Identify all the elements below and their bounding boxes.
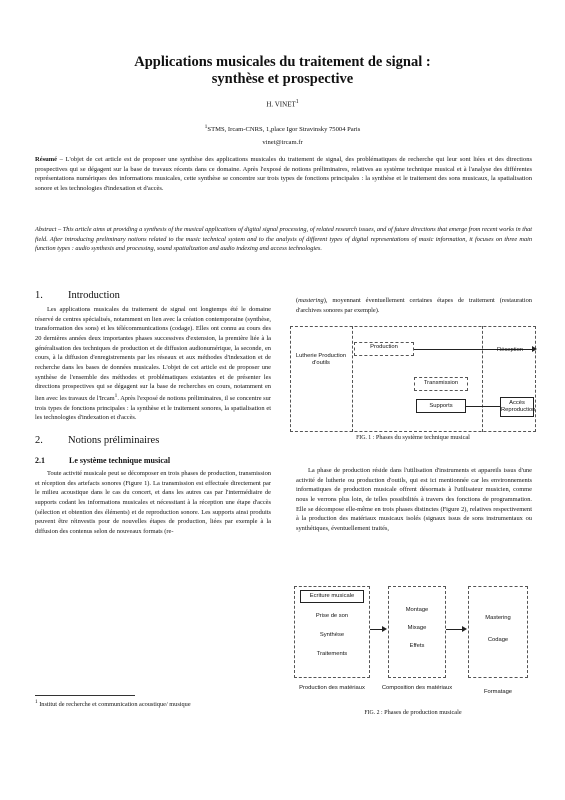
footnote-sup: 1 (35, 699, 38, 705)
resume-text: – L'objet de cet article est de proposer une synthèse des applications musicales du traitement de signal, des problématiques de recherche qui leur sont liées et des directions prospectives qui se dégagent sur la base de travaux récents dans ce domaine. Après l'exposé de notions préliminaires, relatives au système technique musical et à l'analyse des différentes représentations numériques des informations musicales, cette synthèse se concentre sur trois types de fonctions principales : la synthèse et le traitement des sons musicaux, la spatialisation sonore et les technologies d'indexation et d'accès. (35, 156, 532, 193)
abstract (35, 225, 532, 254)
section-2-1-num: 2.1 (35, 456, 45, 465)
fig2-label-2: Composition des matériaux (381, 685, 453, 691)
title-line-2: synthèse et prospective (211, 71, 354, 87)
fig1-caption-prefix: FIG. 1 : (356, 435, 375, 441)
section-2-1-heading (35, 456, 271, 465)
fig2-label-3: Formatage (483, 689, 513, 695)
figure-1 (288, 325, 538, 445)
fig2-arrow2-line (446, 629, 463, 630)
footnote-text: Institut de recherche et communication acoustique/ musique (37, 701, 191, 709)
author (0, 99, 565, 108)
affiliation-text: STMS, Ircam-CNRS, 1,place Igor Stravinsky 75004 Paris (207, 126, 361, 134)
intro-sup: 1 (114, 392, 118, 399)
paper-title (0, 54, 565, 88)
affiliation-sup: 1 (204, 124, 208, 130)
footnote (35, 698, 271, 709)
fig1-reception: Réception (496, 347, 524, 353)
title-line-1: Applications musicales du traitement de signal : (134, 54, 431, 70)
fig2-montage: Montage (405, 607, 429, 613)
intro-text-2: . Après l'exposé de notions préliminaires, il se concentre sur trois types de fonctions principales : la synthèse et le traitement sonores, la spatialisation et les technologies d'indexation et d'accès. (35, 395, 271, 422)
footnote-divider (35, 695, 135, 696)
fig2-label-1: Production des matériaux (299, 685, 365, 691)
section-2-heading (35, 435, 271, 446)
mastering-em: mastering (298, 297, 324, 304)
left-column (35, 290, 271, 537)
fig1-supports: Supports (416, 399, 466, 413)
fig2-codage: Codage (487, 637, 509, 643)
fig2-arrow1-head (382, 626, 387, 632)
resume (35, 155, 532, 194)
figure-2 (292, 585, 534, 720)
fig2-prise: Prise de son (315, 613, 349, 619)
fig1-lutherie: Lutherie Production d'outils (295, 353, 347, 366)
affiliation (0, 124, 565, 133)
abstract-text: – This article aims at providing a synthesis of the musical applications of digital signal processing, of related research issues, and of future directions that emerge from recent works in that field. After introducing preliminary notions related to the music technical system and to the analysis of different types of digital representations of music information, it focuses on three main function types : audio synthesis and processing, sound spatialization and audio indexing and access technologies. (35, 226, 532, 252)
fig1-transmission: Transmission (423, 380, 459, 386)
section-1-title: Introduction (68, 290, 120, 301)
right-column-paragraph: La phase de production réside dans l'utilisation d'instruments et appareils issus d'une activité de lutherie ou production d'outils, qui est ici mentionnée car les environnements informatiques de production musicale offrent désormais à l'utilisateur musicien, comme nous le verrons plus loin, de telles possibilités à travers des fonctions de programmation. Elle se décompose elle-même en trois phases distinctes (Figure 2), relatives respectivement à la production des matériaux musicaux isolés (signaux issus de sons instrumentaux ou synthétiques, éventuellement traités, (296, 467, 532, 532)
fig2-synthese: Synthèse (319, 632, 345, 638)
fig2-caption-text: Phases de production musicale (382, 709, 462, 716)
fig2-arrow2-head (462, 626, 467, 632)
s21-paragraph: Toute activité musicale peut se décomposer en trois phases de production, transmission et réception des artefacts sonores (Figure 1). La transmission est effectuée directement par le milieu acoustique dans le cas du concert, et dans les autres cas par l'intermédiaire de supports codant les informations musicales et nécessitant à la réception une étape d'accès (sélection et obtention des éléments) et de reproduction sonore. Les supports ainsi produits peuvent être réinvestis pour de nouvelles étapes de production, liées par exemple à la diffusion des contenus selon de nouveaux formats (re- (35, 470, 271, 535)
fig2-mixage: Mixage (407, 625, 427, 631)
fig1-divider-1 (352, 326, 353, 432)
resume-label: Résumé (35, 156, 58, 163)
author-name: H. VINET (266, 100, 296, 109)
fig1-caption (288, 434, 538, 441)
fig2-mastering: Mastering (485, 615, 511, 621)
author-sup: 1 (295, 99, 299, 105)
fig2-traitements: Traitements (316, 651, 348, 657)
fig1-production: Production (370, 344, 398, 350)
col2-top-text: ), moyennant éventuellement certaines étapes de traitement (restauration d'archives sonores par exemple). (296, 297, 532, 314)
fig1-acces: Accès Reproduction (500, 397, 534, 417)
fig2-caption-prefix: FIG. 2 : (364, 710, 383, 716)
right-column-top: (mastering), moyennant éventuellement certaines étapes de traitement (restauration d'archives sonores par exemple). (296, 297, 532, 314)
fig2-ecriture: Ecriture musicale (300, 590, 364, 603)
fig2-caption (292, 709, 534, 716)
fig1-caption-text: Phases du système technique musical (374, 434, 470, 441)
fig2-col2-frame (388, 586, 446, 678)
abstract-label: Abstract (35, 226, 57, 233)
fig1-production-frame (354, 342, 414, 356)
fig1-divider-2 (482, 326, 483, 432)
email: vinet@ircam.fr (262, 139, 303, 146)
fig2-col3-frame (468, 586, 528, 678)
intro-text: Les applications musicales du traitement de signal ont longtemps été le domaine réservé de centres spécialisés, notamment en lien avec la création contemporaine (synthèse, transformation des sons) et les télécommunications (codage). Elles ont connu au cours des 20 dernières années deux importantes phases successives d'extension, la première liée à la généralisation des techniques de production et de diffusion audionumérique, la seconde, en cours, à la diffusion d'enregistrements par les réseaux et aux méthodes d'indexation et de recherche dans les bases de données musicales. L'objet de cet article est de proposer une synthèse de l'ensemble des méthodes et problématiques existantes et de présenter les directions prospectives qui se dégagent sur la base de recherches en cours, notamment en lien avec les travaux de l'Ircam (35, 306, 271, 403)
section-1-num: 1. (35, 290, 43, 301)
fig2-effets: Effets (409, 643, 425, 649)
section-2-1-title: Le système technique musical (69, 456, 171, 465)
intro-paragraph (35, 305, 271, 423)
fig1-support-line (466, 406, 500, 407)
section-2-title: Notions préliminaires (68, 435, 160, 446)
section-1-heading (35, 290, 271, 301)
section-2-num: 2. (35, 435, 43, 446)
